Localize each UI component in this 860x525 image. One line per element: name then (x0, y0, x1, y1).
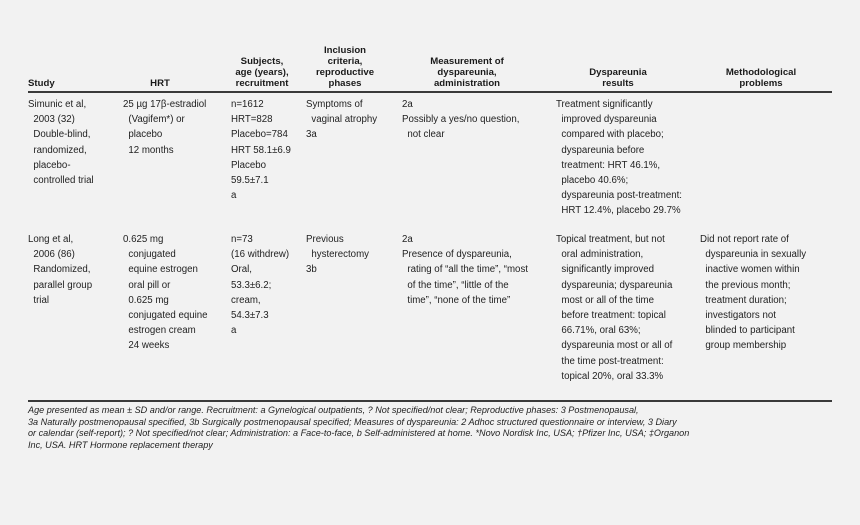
cell-line: 53.3±6.2; (231, 279, 272, 291)
row1-measurement (402, 97, 519, 143)
cell-line: not clear (402, 129, 445, 141)
cell-line: 66.71%, oral 63%; (556, 325, 641, 337)
row2-results (556, 232, 672, 384)
header-measurement-line: Measurement of (430, 56, 504, 67)
header-inclusion-line: reproductive (315, 67, 375, 78)
header-problems-line: problems (739, 78, 783, 89)
row2-study (28, 232, 92, 308)
cell-line: dyspareunia before (556, 144, 645, 156)
cell-line: treatment duration; (700, 294, 787, 306)
cell-line: n=73 (231, 234, 253, 245)
cell-line: HRT 58.1±6.9 (231, 144, 291, 156)
header-inclusion-line: criteria, (327, 56, 363, 67)
cell-line: Presence of dyspareunia, (402, 249, 512, 261)
cell-line: randomized, (28, 144, 87, 156)
header-problems (706, 67, 816, 89)
cell-line: placebo- (28, 159, 71, 171)
header-inclusion-line: phases (328, 78, 362, 89)
row2-problems (700, 232, 806, 354)
cell-line: controlled trial (28, 175, 94, 187)
cell-line: 2003 (32) (28, 114, 75, 126)
row1-study (28, 97, 94, 188)
cell-line: Did not report rate of (700, 234, 789, 245)
row1-subjects (231, 97, 291, 203)
header-study (28, 78, 88, 89)
cell-line: Oral, (231, 264, 252, 276)
header-subjects-line: Subjects, (240, 56, 284, 67)
cell-line: (16 withdrew) (231, 249, 290, 261)
header-problems-line: Methodological (725, 67, 797, 78)
header-divider (28, 91, 832, 93)
cell-line: Simunic et al, (28, 99, 87, 110)
cell-line: the time post-treatment: (556, 355, 664, 367)
cell-line: a (231, 190, 237, 202)
cell-line: Placebo=784 (231, 129, 288, 141)
row2-inclusion (306, 232, 369, 278)
cell-line: significantly improved (556, 264, 654, 276)
cell-line: investigators not (700, 310, 776, 322)
cell-line: topical 20%, oral 33.3% (556, 370, 664, 382)
header-study-line: Study (28, 78, 55, 89)
cell-line: hysterectomy (306, 249, 369, 261)
cell-line: Long et al, (28, 234, 74, 245)
cell-line: HRT=828 (231, 114, 273, 126)
header-results (568, 67, 668, 89)
cell-line: Randomized, (28, 264, 91, 276)
cell-line: Topical treatment, but not (556, 234, 665, 245)
cell-line: dyspareunia post-treatment: (556, 190, 683, 202)
cell-line: rating of “all the time”, “most (402, 264, 528, 276)
cell-line: inactive women within (700, 264, 800, 276)
header-measurement (412, 56, 522, 89)
cell-line: placebo (123, 129, 163, 141)
cell-line: most or all of the time (556, 294, 654, 306)
table-footnote: Age presented as mean ± SD and/or range. Recruitment: a Gynelogical outpatients, ? Not specified/not clear; Reproductive phases: 3 Postmenopausal, 3a Naturally postmenopausal specified, 3b Surgically postmenopausal specified; Measures of dyspareunia: 2 Adhoc structured questionnaire or interview, 3 Diary or calendar (self-report); ? Not specified/not clear; Administration: a Face-to-face, b Self-administered at home. *Novo Nordisk Inc, USA; †Pfizer Inc, USA; ‡Organon Inc, USA. HRT Hormone replacement therapy (28, 405, 690, 450)
cell-line: 12 months (123, 144, 174, 156)
cell-line: equine estrogen (123, 264, 198, 276)
cell-line: dyspareunia most or all of (556, 340, 673, 352)
cell-line: compared with placebo; (556, 129, 664, 141)
header-inclusion-line: Inclusion (323, 45, 367, 56)
cell-line: estrogen cream (123, 325, 196, 337)
cell-line: Previous (306, 234, 344, 245)
header-results-line: results (602, 78, 634, 89)
row2-subjects (231, 232, 289, 338)
table-bottom-divider (28, 400, 832, 402)
cell-line: 24 weeks (123, 340, 170, 352)
cell-line: Placebo (231, 159, 267, 171)
cell-line: 3b (306, 264, 317, 276)
cell-line: a (231, 325, 237, 337)
header-subjects (222, 56, 302, 89)
cell-line: placebo 40.6%; (556, 175, 629, 187)
cell-line: time”, “none of the time” (402, 294, 511, 306)
cell-line: 2a (402, 99, 413, 110)
cell-line: vaginal atrophy (306, 114, 378, 126)
cell-line: 59.5±7.1 (231, 175, 269, 187)
cell-line: Treatment significantly (556, 99, 653, 110)
cell-line: conjugated equine (123, 310, 208, 322)
cell-line: 54.3±7.3 (231, 310, 269, 322)
header-subjects-line: recruitment (235, 78, 289, 89)
header-hrt (140, 78, 180, 89)
cell-line: parallel group (28, 279, 93, 291)
cell-line: n=1612 (231, 99, 264, 110)
header-measurement-line: administration (433, 78, 501, 89)
cell-line: improved dyspareunia (556, 114, 657, 126)
header-hrt-line: HRT (150, 78, 170, 89)
cell-line: Symptoms of (306, 99, 363, 110)
cell-line: 0.625 mg (123, 294, 169, 306)
cell-line: treatment: HRT 46.1%, (556, 159, 661, 171)
cell-line: (Vagifem*) or (123, 114, 185, 126)
cell-line: 25 µg 17β-estradiol (123, 99, 207, 110)
cell-line: 0.625 mg (123, 234, 164, 245)
cell-line: conjugated (123, 249, 176, 261)
cell-line: HRT 12.4%, placebo 29.7% (556, 205, 681, 217)
cell-line: blinded to participant (700, 325, 795, 337)
cell-line: the previous month; (700, 279, 791, 291)
cell-line: before treatment: topical (556, 310, 666, 322)
cell-line: 3a (306, 129, 317, 141)
cell-line: dyspareunia; dyspareunia (556, 279, 673, 291)
cell-line: 2006 (86) (28, 249, 75, 261)
row1-inclusion (306, 97, 377, 143)
cell-line: Double-blind, (28, 129, 91, 141)
header-subjects-line: age (years), (235, 67, 289, 78)
cell-line: cream, (231, 294, 261, 306)
cell-line: dyspareunia in sexually (700, 249, 807, 261)
row2-measurement (402, 232, 528, 308)
cell-line: oral pill or (123, 279, 171, 291)
header-results-line: Dyspareunia (589, 67, 647, 78)
cell-line: of the time”, “little of the (402, 279, 509, 291)
header-measurement-line: dyspareunia, (437, 67, 497, 78)
cell-line: Possibly a yes/no question, (402, 114, 520, 126)
header-inclusion (305, 45, 385, 89)
row1-results (556, 97, 682, 219)
cell-line: group membership (700, 340, 787, 352)
row1-hrt (123, 97, 206, 158)
cell-line: 2a (402, 234, 413, 245)
row2-hrt (123, 232, 208, 354)
cell-line: trial (28, 294, 49, 306)
cell-line: oral administration, (556, 249, 644, 261)
